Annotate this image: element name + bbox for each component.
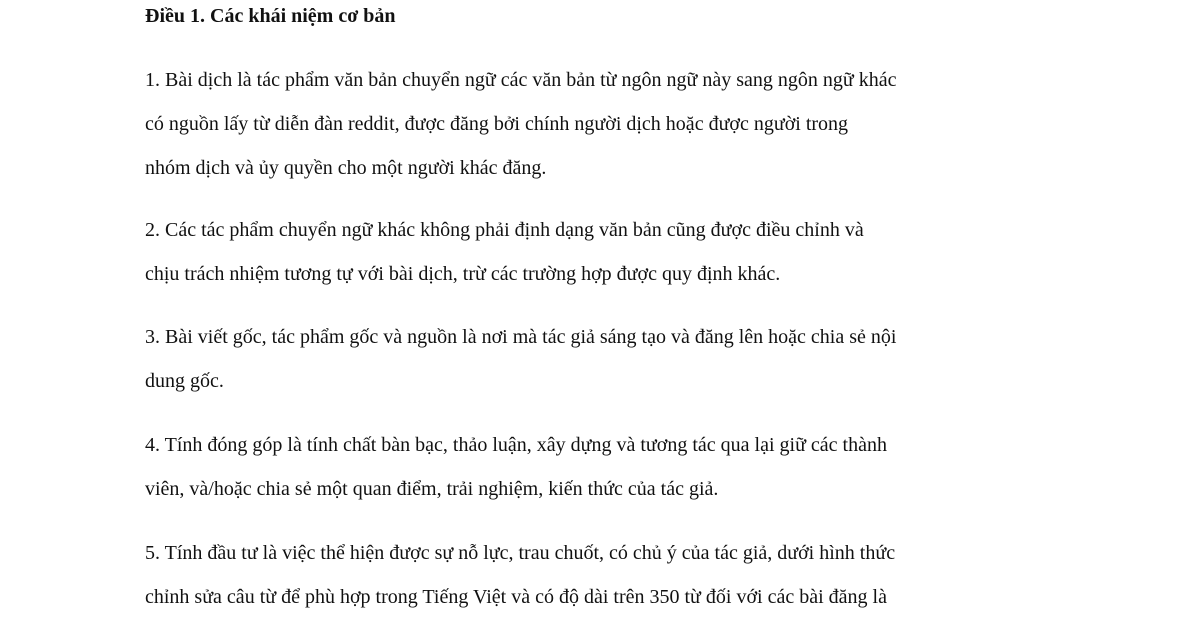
paragraph-line: 1. Bài dịch là tác phẩm văn bản chuyển ngữ các văn bản từ ngôn ngữ này sang ngôn ngữ khác — [145, 69, 897, 91]
paragraph-4 — [145, 423, 1060, 511]
paragraph-2 — [145, 208, 1060, 296]
paragraph-line: 3. Bài viết gốc, tác phẩm gốc và nguồn là nơi mà tác giả sáng tạo và đăng lên hoặc chia sẻ nội — [145, 326, 897, 348]
paragraph-line: chỉnh sửa câu từ để phù hợp trong Tiếng Việt và có độ dài trên 350 từ đối với các bài đăng là — [145, 586, 887, 608]
paragraph-line: viên, và/hoặc chia sẻ một quan điểm, trải nghiệm, kiến thức của tác giả. — [145, 478, 719, 500]
paragraph-1 — [145, 58, 1060, 190]
paragraph-line: 5. Tính đầu tư là việc thể hiện được sự nỗ lực, trau chuốt, có chủ ý của tác giả, dưới hình thức — [145, 542, 896, 564]
paragraph-line: chịu trách nhiệm tương tự với bài dịch, trừ các trường hợp được quy định khác. — [145, 263, 781, 285]
paragraph-line: có nguồn lấy từ diễn đàn reddit, được đăng bởi chính người dịch hoặc được người trong — [145, 113, 849, 135]
paragraph-line: nhóm dịch và ủy quyền cho một người khác đăng. — [145, 157, 547, 179]
paragraph-line: 4. Tính đóng góp là tính chất bàn bạc, thảo luận, xây dựng và tương tác qua lại giữ các thành — [145, 434, 887, 456]
paragraph-line: dung gốc. — [145, 370, 224, 392]
paragraph-5 — [145, 531, 1060, 619]
paragraph-3 — [145, 315, 1060, 403]
paragraph-line: 2. Các tác phẩm chuyển ngữ khác không phải định dạng văn bản cũng được điều chỉnh và — [145, 219, 864, 241]
article-heading: Điều 1. Các khái niệm cơ bản — [145, 5, 396, 27]
